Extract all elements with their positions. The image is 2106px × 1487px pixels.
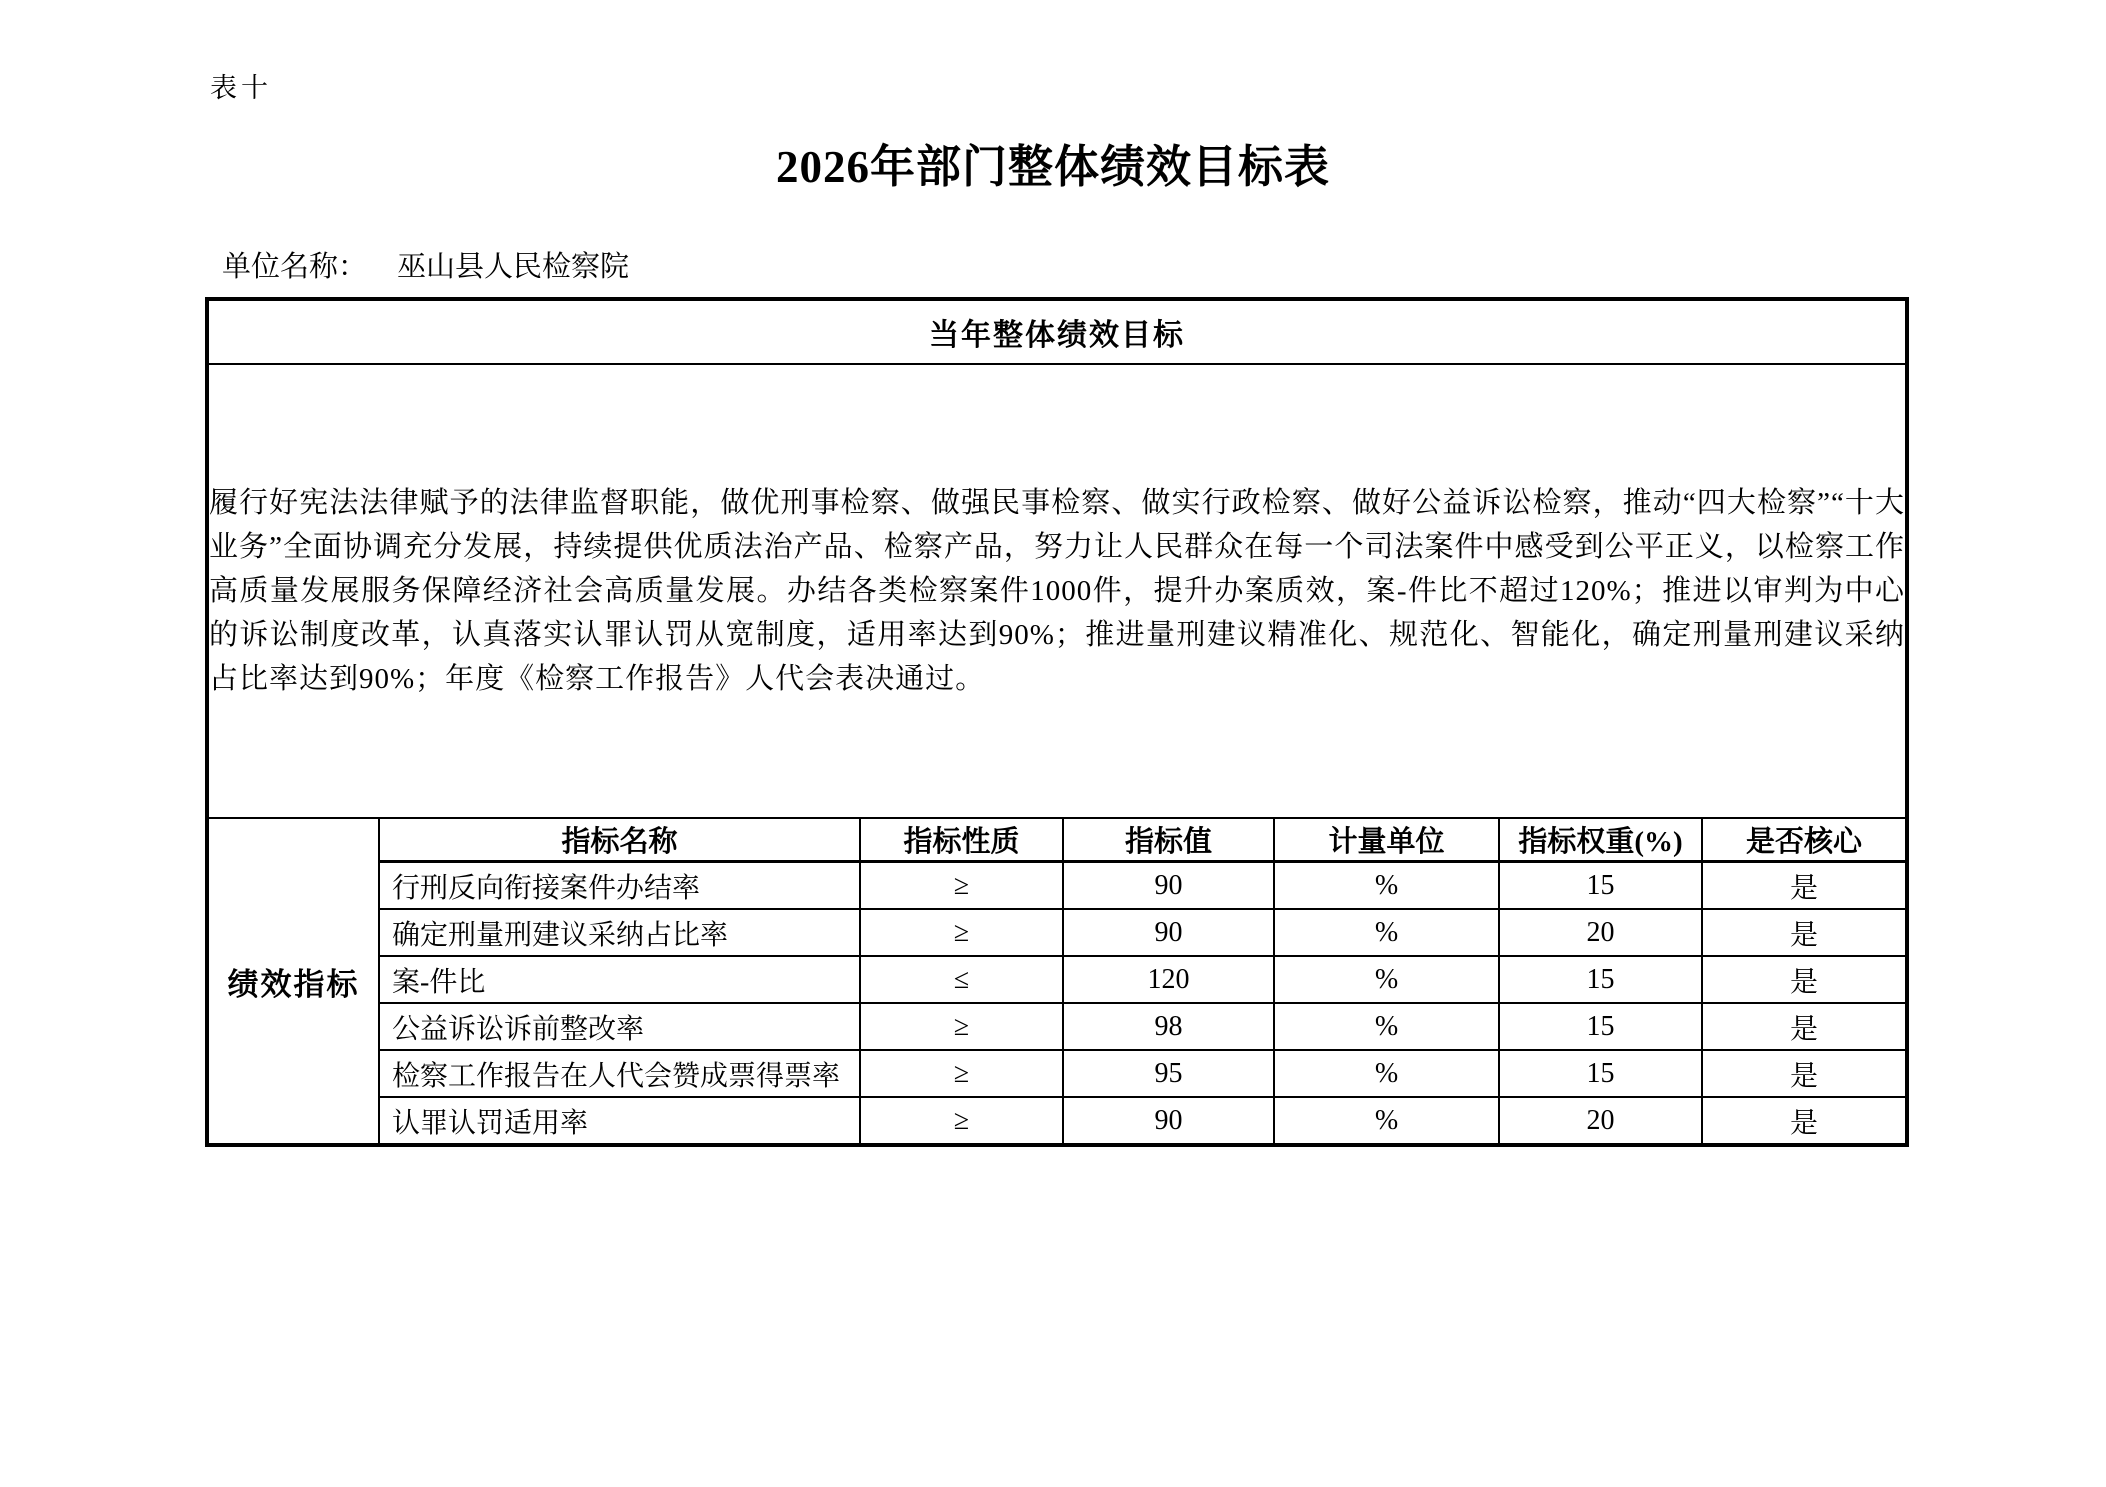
indicator-weight: 20 — [1499, 1097, 1702, 1145]
indicator-value: 98 — [1063, 1003, 1274, 1050]
indicator-nature: ≥ — [860, 1050, 1063, 1097]
page-title: 2026年部门整体绩效目标表 — [775, 142, 1330, 192]
is-core: 是 — [1702, 956, 1907, 1003]
indicator-name: 公益诉讼诉前整改率 — [379, 1003, 860, 1050]
col-header-indicator-nature: 指标性质 — [860, 818, 1063, 862]
col-header-indicator-value: 指标值 — [1063, 818, 1274, 862]
performance-target-table — [205, 297, 1909, 1147]
indicator-weight: 15 — [1499, 862, 1702, 910]
col-header-indicator-weight: 指标权重(%) — [1499, 818, 1702, 862]
indicator-value: 120 — [1063, 956, 1274, 1003]
indicator-name: 行刑反向衔接案件办结率 — [379, 862, 860, 910]
indicator-value: 90 — [1063, 862, 1274, 910]
indicator-nature: ≥ — [860, 862, 1063, 910]
is-core: 是 — [1702, 909, 1907, 956]
goal-section-header: 当年整体绩效目标 — [207, 299, 1907, 364]
indicator-value: 90 — [1063, 909, 1274, 956]
indicator-nature: ≥ — [860, 1097, 1063, 1145]
measure-unit: % — [1274, 956, 1499, 1003]
indicator-name: 检察工作报告在人代会赞成票得票率 — [379, 1050, 860, 1097]
unit-name-value: 巫山县人民检察院 — [397, 251, 630, 283]
is-core: 是 — [1702, 1003, 1907, 1050]
is-core: 是 — [1702, 862, 1907, 910]
indicator-weight: 15 — [1499, 1050, 1702, 1097]
indicator-row — [207, 909, 1907, 956]
indicator-name: 案-件比 — [379, 956, 860, 1003]
indicator-value: 90 — [1063, 1097, 1274, 1145]
col-header-indicator-name: 指标名称 — [379, 818, 860, 862]
goal-text-row — [207, 364, 1907, 818]
indicator-row — [207, 956, 1907, 1003]
is-core: 是 — [1702, 1097, 1907, 1145]
measure-unit: % — [1274, 1003, 1499, 1050]
goal-text: 履行好宪法法律赋予的法律监督职能，做优刑事检察、做强民事检察、做实行政检察、做好公益诉讼检察，推动“四大检察”“十大业务”全面协调充分发展，持续提供优质法治产品、检察产品，努力让人民群众在每一个司法案件中感受到公平正义，以检察工作高质量发展服务保障经济社会高质量发展。办结各类检察案件1000件，提升办案质效，案-件比不超过120%；推进以审判为中心的诉讼制度改革，认真落实认罪认罚从宽制度，适用率达到90%；推进量刑建议精准化、规范化、智能化，确定刑量刑建议采纳占比率达到90%；年度《检察工作报告》人代会表决通过。 — [207, 364, 1907, 818]
indicator-header-row — [207, 818, 1907, 862]
row-group-label: 绩效指标 — [207, 818, 379, 1145]
indicator-weight: 20 — [1499, 909, 1702, 956]
indicator-nature: ≥ — [860, 1003, 1063, 1050]
measure-unit: % — [1274, 862, 1499, 910]
indicator-row — [207, 1003, 1907, 1050]
indicator-weight: 15 — [1499, 1003, 1702, 1050]
indicator-weight: 15 — [1499, 956, 1702, 1003]
col-header-is-core: 是否核心 — [1702, 818, 1907, 862]
form-number-label: 表十 — [210, 73, 272, 103]
indicator-name: 认罪认罚适用率 — [379, 1097, 860, 1145]
col-header-measure-unit: 计量单位 — [1274, 818, 1499, 862]
indicator-row — [207, 1050, 1907, 1097]
measure-unit: % — [1274, 909, 1499, 956]
measure-unit: % — [1274, 1097, 1499, 1145]
unit-name-label: 单位名称： — [222, 251, 368, 283]
measure-unit: % — [1274, 1050, 1499, 1097]
indicator-row — [207, 862, 1907, 910]
indicator-name: 确定刑量刑建议采纳占比率 — [379, 909, 860, 956]
indicator-row — [207, 1097, 1907, 1145]
indicator-nature: ≥ — [860, 909, 1063, 956]
unit-name-line — [222, 244, 629, 285]
indicator-value: 95 — [1063, 1050, 1274, 1097]
goal-header-row — [207, 299, 1907, 364]
is-core: 是 — [1702, 1050, 1907, 1097]
indicator-nature: ≤ — [860, 956, 1063, 1003]
